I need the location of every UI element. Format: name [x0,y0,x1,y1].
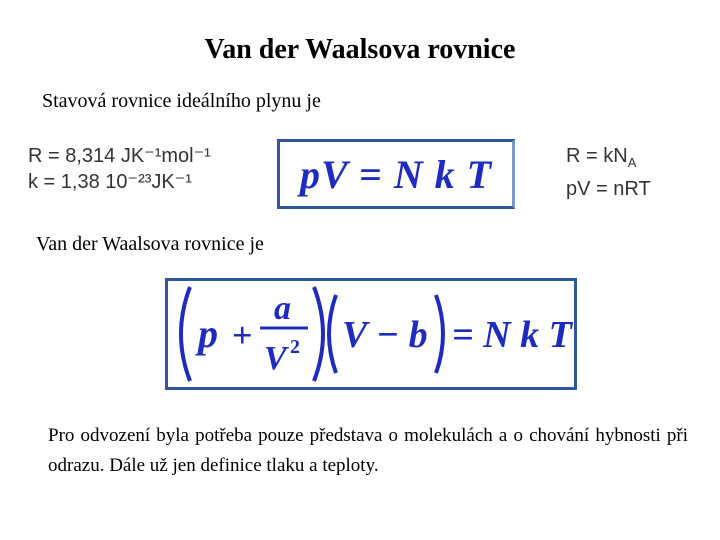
relation-line-2: pV = nRT [566,178,651,200]
boltzmann-constant-line: k = 1,38 10⁻²³JK⁻¹ [28,171,192,193]
subscript-a: A [627,155,637,170]
eq-rhs: = N k T [452,314,572,356]
explanation-paragraph: Pro odvození byla potřeba pouze představa o molekulách a o chování hybnosti při odrazu. Dále už jen definice tlaku a teploty. [48,425,688,476]
eq-V: V [264,340,287,377]
right-paren-2 [436,295,443,373]
eq-a: a [274,290,291,327]
eq-exponent: 2 [290,336,300,358]
left-paren-2 [329,295,336,373]
vdw-equation-box [165,278,577,390]
relation-line-1: $R = kN_A$ [566,145,637,170]
ideal-gas-equation: pV = N k T [299,151,493,197]
constants-left [28,143,211,195]
relations-right [566,143,651,202]
ideal-gas-equation-box [277,139,515,209]
intro-text: Stavová rovnice ideálního plynu je [42,90,321,112]
vdw-intro-text: Van der Waalsova rovnice je [36,233,264,255]
slide-title: Van der Waalsova rovnice [204,34,516,65]
eq-plus: + [232,315,253,355]
left-paren-1 [181,287,190,381]
vdw-equation [168,281,574,387]
gas-constant-line: R = 8,314 JK⁻¹mol⁻¹ [28,145,211,167]
right-paren-1 [314,287,323,381]
eq-v-minus-b: V − b [342,314,428,356]
eq-p: p [198,311,218,356]
